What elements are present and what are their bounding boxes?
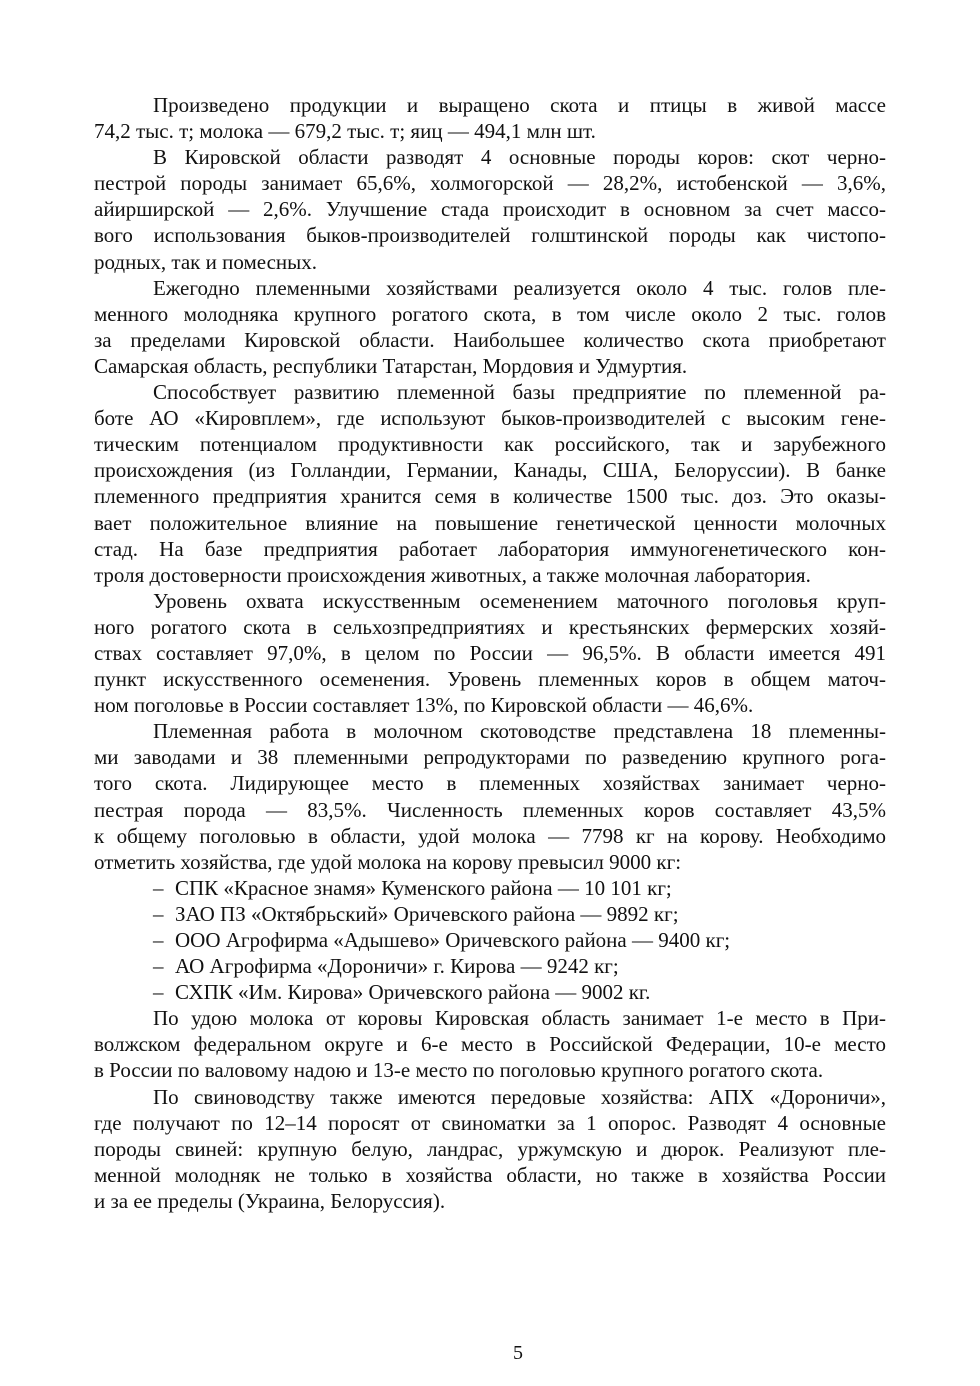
text-line: отметить хозяйства, где удой молока на корову превысил 9000 кг: — [94, 849, 682, 874]
paragraph-7 — [94, 1005, 886, 1083]
text-line: 74,2 тыс. т; молока — 679,2 тыс. т; яиц — 494,1 млн шт. — [94, 119, 596, 144]
list-item — [94, 953, 886, 979]
text-line: По свиноводству также имеются передовые хозяйства: АПХ «Дороничи», — [153, 1084, 886, 1109]
list-dash: – — [153, 928, 164, 952]
list-dash: – — [153, 980, 164, 1005]
page-body — [94, 92, 886, 1214]
paragraph-5 — [94, 588, 886, 718]
paragraph-4 — [94, 379, 886, 588]
list-item-text: СПК «Красное знамя» Куменского района — 10 101 кг; — [175, 875, 672, 900]
list-dash: – — [153, 875, 164, 900]
text-line: где получают по 12–14 поросят от свиноматки за 1 опорос. Разводят 4 основные — [94, 1110, 886, 1135]
text-line: боте АО «Кировплем», где используют быков-производителей с высоким гене- — [94, 406, 886, 431]
text-line: менного молодняка крупного рогатого скота, в том числе около 2 тыс. голов — [94, 301, 886, 326]
list-item — [94, 901, 886, 927]
text-line: вает положительное влияние на повышение генетической ценности молочных — [94, 510, 886, 535]
text-line: породы свиней: крупную белую, ландрас, уржумскую и дюрок. Реализуют пле- — [94, 1136, 886, 1161]
text-line: Уровень охвата искусственным осеменением маточного поголовья круп- — [153, 588, 886, 613]
text-line: вого использования быков-производителей голштинской породы как чистопо- — [94, 223, 886, 248]
list-item-text: ЗАО ПЗ «Октябрьский» Оричевского района — 9892 кг; — [175, 901, 679, 926]
text-line: Способствует развитию племенной базы предприятие по племенной ра- — [153, 380, 886, 405]
text-line: В Кировской области разводят 4 основные породы коров: скот черно- — [153, 145, 886, 170]
list-item-text: СХПК «Им. Кирова» Оричевского района — 9002 кг. — [175, 980, 651, 1005]
text-line: По удою молока от коровы Кировская область занимает 1-е место в При- — [153, 1006, 886, 1031]
text-line: Самарская область, республики Татарстан, Мордовия и Удмуртия. — [94, 353, 688, 378]
text-line: того скота. Лидирующее место в племенных хозяйствах занимает черно- — [94, 771, 886, 796]
text-line: ном поголовье в России составляет 13%, по Кировской области — 46,6%. — [94, 693, 754, 718]
text-line: менной молодняк не только в хозяйства области, но также в хозяйства России — [94, 1162, 886, 1187]
text-line: ми заводами и 38 племенными репродукторами по разведению крупного рога- — [94, 745, 886, 770]
text-line: стад. На базе предприятия работает лаборатория иммуногенетического кон- — [94, 536, 886, 561]
text-line: Ежегодно племенными хозяйствами реализуется около 4 тыс. голов пле- — [153, 275, 886, 300]
text-line: ствах составляет 97,0%, в целом по России — 96,5%. В области имеется 491 — [94, 640, 886, 665]
paragraph-2 — [94, 144, 886, 274]
text-line: волжском федеральном округе и 6-е место в Российской Федерации, 10-е место — [94, 1032, 886, 1057]
text-line: пестрая порода — 83,5%. Численность племенных коров составляет 43,5% — [94, 797, 886, 822]
list-item-text: АО Агрофирма «Дороничи» г. Кирова — 9242 кг; — [175, 954, 619, 979]
list-item — [94, 875, 886, 901]
page-number: 5 — [513, 1342, 523, 1364]
text-line: племенного предприятия хранится семя в количестве 1500 тыс. доз. Это оказы- — [94, 484, 886, 509]
text-line: Племенная работа в молочном скотоводстве представлена 18 племенны- — [153, 719, 886, 744]
list-item — [94, 927, 886, 953]
text-line: и за ее пределы (Украина, Белоруссия). — [94, 1188, 446, 1213]
text-line: за пределами Кировской области. Наибольшее количество скота приобретают — [94, 327, 886, 352]
paragraph-6 — [94, 718, 886, 875]
paragraph-3 — [94, 275, 886, 379]
text-line: пункт искусственного осеменения. Уровень племенных коров в общем маточ- — [94, 667, 886, 692]
text-line: пестрой породы занимает 65,6%, холмогорской — 28,2%, истобенской — 3,6%, — [94, 171, 886, 196]
text-line: троля достоверности происхождения животных, а также молочная лаборатория. — [94, 562, 811, 587]
list-item-text: ООО Агрофирма «Адышево» Оричевского района — 9400 кг; — [175, 928, 731, 952]
list-item — [94, 979, 886, 1005]
text-line: Произведено продукции и выращено скота и птицы в живой массе — [153, 93, 886, 117]
text-line: ного рогатого скота в сельхозпредприятиях и крестьянских фермерских хозяй- — [94, 614, 886, 639]
list-dash: – — [153, 901, 164, 926]
paragraph-1 — [94, 92, 886, 144]
paragraph-8 — [94, 1084, 886, 1214]
farm-list — [94, 875, 886, 1005]
text-line: в России по валовому надою и 13-е место по поголовью крупного рогатого скота. — [94, 1058, 824, 1083]
text-line: тическим потенциалом продуктивности как российского, так и зарубежного — [94, 432, 886, 457]
list-dash: – — [153, 954, 164, 979]
text-line: к общему поголовью в области, удой молока — 7798 кг на корову. Необходимо — [94, 823, 886, 848]
text-line: айирширской — 2,6%. Улучшение стада происходит в основном за счет массо- — [94, 197, 886, 222]
text-line: родных, так и помесных. — [94, 249, 318, 274]
text-line: происхождения (из Голландии, Германии, Канады, США, Белоруссии). В банке — [94, 458, 886, 483]
